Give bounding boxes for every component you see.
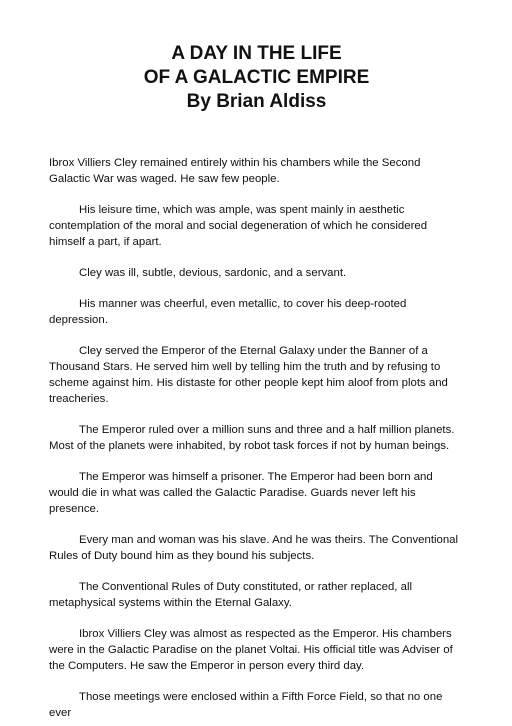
page-title (49, 42, 464, 114)
title-line-1: A DAY IN THE LIFE (171, 43, 342, 64)
paragraph-7: The Emperor was himself a prisoner. The Emperor had been born and would die in what was called the Galactic Paradise. Guards never left his presence. (49, 471, 433, 515)
paragraph-5: Cley served the Emperor of the Eternal Galaxy under the Banner of a Thousand Stars. He served him well by telling him the truth and by refusing to scheme against him. His distaste for other people kept him aloof from plots and treacheries. (49, 345, 448, 405)
paragraph-3: Cley was ill, subtle, devious, sardonic, and a servant. (79, 267, 347, 279)
title-line-2: OF A GALACTIC EMPIRE (143, 67, 370, 88)
author-line: By Brian Aldiss (186, 91, 327, 112)
document-body (49, 155, 464, 721)
paragraph-1: Ibrox Villiers Cley remained entirely within his chambers while the Second Galactic War was waged. He saw few people. (49, 157, 421, 185)
paragraph-9: The Conventional Rules of Duty constituted, or rather replaced, all metaphysical systems within the Eternal Galaxy. (49, 581, 413, 609)
paragraph-2: His leisure time, which was ample, was spent mainly in aesthetic contemplation of the moral and social degeneration of which he considered himself a part, if apart. (49, 204, 428, 248)
paragraph-6: The Emperor ruled over a million suns and three and a half million planets. Most of the planets were inhabited, by robot task forces if not by human beings. (49, 424, 455, 452)
paragraph-4: His manner was cheerful, even metallic, to cover his deep-rooted depression. (49, 298, 407, 326)
paragraph-11: Those meetings were enclosed within a Fifth Force Field, so that no one ever (49, 691, 443, 719)
paragraph-10: Ibrox Villiers Cley was almost as respected as the Emperor. His chambers were in the Galactic Paradise on the planet Voltai. His official title was Adviser of the Computers. He saw the Emperor in person every third day. (49, 628, 453, 672)
paragraph-8: Every man and woman was his slave. And he was theirs. The Conventional Rules of Duty bound him as they bound his subjects. (49, 534, 459, 562)
